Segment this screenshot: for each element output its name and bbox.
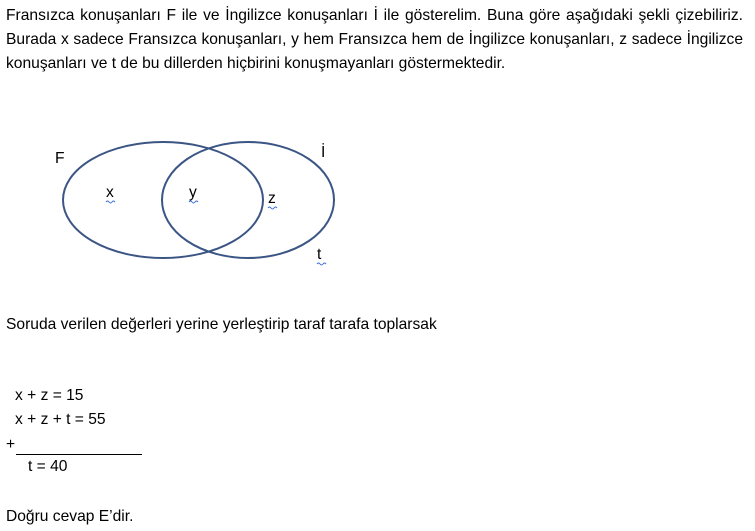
squiggle-y [189, 201, 198, 203]
intro-paragraph: Fransızca konuşanları F ile ve İngilizce konuşanları İ ile gösterelim. Buna göre aşağıdaki şekli çizebiliriz. Burada x sadece Fransızca konuşanları, y hem Fransızca hem de İngilizce konuşanları, z sadece İngilizce konuşanları ve t de bu dillerden hiçbirini konuşmayanları göstermektedir. [6, 7, 743, 72]
label-x: x [106, 184, 114, 201]
label-i: İ [321, 144, 326, 161]
equation-line-2: x + z + t = 55 [15, 411, 106, 428]
squiggle-t [317, 263, 326, 265]
sum-underline [16, 438, 142, 455]
squiggle-x [106, 201, 115, 203]
equation-line-1: x + z = 15 [15, 387, 84, 404]
label-f: F [55, 150, 65, 167]
circle-i [162, 142, 334, 258]
instruction-text: Soruda verilen değerleri yerine yerleştirip taraf tarafa toplarsak [6, 316, 437, 333]
answer-text: Doğru cevap E’dir. [6, 508, 134, 525]
label-y: y [189, 184, 197, 201]
plus-sign: + [6, 436, 16, 453]
label-t: t [317, 246, 322, 263]
addition-rule [6, 435, 142, 455]
label-z: z [268, 190, 276, 207]
squiggle-z [268, 207, 277, 209]
equation-result: t = 40 [28, 458, 68, 475]
